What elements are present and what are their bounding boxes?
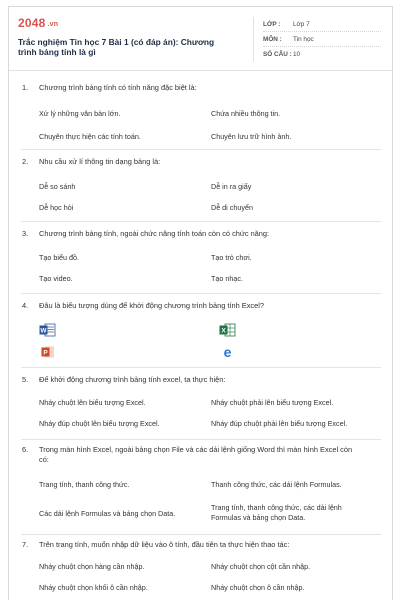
- question-number: 3.: [22, 229, 29, 238]
- option-d[interactable]: Trang tính, thanh công thức, các dải lệnh Formulas và bảng chọn Data.: [211, 503, 342, 522]
- option-a[interactable]: Xử lý những văn bản lớn.: [39, 109, 121, 118]
- powerpoint-icon[interactable]: [41, 345, 55, 359]
- quiz-meta: [253, 17, 381, 62]
- meta-subject: MÔN : Tin học: [263, 32, 381, 47]
- option-c[interactable]: Tạo video.: [39, 274, 73, 283]
- question-text: Đâu là biểu tượng dùng để khởi động chương trình bảng tính Excel?: [39, 301, 264, 310]
- option-c[interactable]: Dễ học hỏi: [39, 203, 74, 212]
- question-text: Trong màn hình Excel, ngoài bảng chọn File và các dải lệnh giống Word thì màn hình Excel còn có:: [39, 445, 353, 464]
- question-number: 6.: [22, 445, 29, 454]
- option-a[interactable]: Dễ so sánh: [39, 182, 76, 191]
- quiz-page: [8, 6, 393, 600]
- option-d[interactable]: Nháy chuột chọn ô cần nhập.: [211, 583, 305, 592]
- option-a[interactable]: Nháy chuột lên biểu tượng Excel.: [39, 398, 146, 407]
- option-c[interactable]: Chuyên thực hiện các tính toán.: [39, 132, 141, 141]
- option-b[interactable]: Nháy chuột chọn cột cần nhập.: [211, 562, 311, 571]
- option-c[interactable]: Nháy chuột chọn khối ô cần nhập.: [39, 583, 148, 592]
- option-b[interactable]: Chứa nhiều thông tin.: [211, 109, 281, 118]
- option-a[interactable]: Tạo biểu đồ.: [39, 253, 79, 262]
- divider: [21, 439, 381, 440]
- question-text: Chương trình bảng tính có tính năng đặc biệt là:: [39, 83, 197, 92]
- edge-icon[interactable]: [221, 345, 234, 359]
- question-number: 2.: [22, 157, 29, 166]
- divider: [21, 367, 381, 368]
- question-number: 5.: [22, 375, 29, 384]
- meta-question-count: SỐ CÂU : 10: [263, 51, 301, 58]
- svg-text:X: X: [221, 327, 226, 335]
- divider: [21, 534, 381, 535]
- word-icon[interactable]: [39, 323, 56, 337]
- option-d[interactable]: Dễ di chuyển: [211, 203, 253, 212]
- option-d[interactable]: Tạo nhạc.: [211, 274, 243, 283]
- option-b[interactable]: Thanh công thức, các dải lệnh Formulas.: [211, 480, 342, 489]
- option-b[interactable]: Tạo trò chơi.: [211, 253, 252, 262]
- option-a[interactable]: Trang tính, thanh công thức.: [39, 480, 130, 489]
- option-c[interactable]: Các dải lệnh Formulas và bảng chọn Data.: [39, 509, 176, 518]
- option-d[interactable]: Chuyên lưu trữ hình ảnh.: [211, 132, 292, 141]
- option-b[interactable]: Nháy chuột phải lên biểu tượng Excel.: [211, 398, 334, 407]
- question-text: Nhu cầu xử lí thông tin dạng bảng là:: [39, 157, 161, 166]
- quiz-header: [9, 7, 392, 71]
- option-b[interactable]: Dễ in ra giấy: [211, 182, 252, 191]
- question-text: Để khởi động chương trình bảng tính excel, ta thực hiện:: [39, 375, 226, 384]
- divider: [21, 293, 381, 294]
- meta-class: LỚP : Lớp 7: [263, 17, 381, 32]
- option-c[interactable]: Nháy đúp chuột lên biểu tượng Excel.: [39, 419, 160, 428]
- question-text: Chương trình bảng tính, ngoài chức năng tính toán còn có chức năng:: [39, 229, 270, 238]
- question-text: Trên trang tính, muốn nhập dữ liệu vào ô tính, đầu tiên ta thực hiện thao tác:: [39, 540, 290, 549]
- divider: [21, 149, 381, 150]
- question-number: 4.: [22, 301, 29, 310]
- svg-text:P: P: [43, 349, 48, 357]
- question-number: 7.: [22, 540, 29, 549]
- option-a[interactable]: Nháy chuột chọn hàng cần nhập.: [39, 562, 145, 571]
- option-d[interactable]: Nháy đúp chuột phải lên biểu tượng Excel.: [211, 419, 348, 428]
- svg-text:e: e: [223, 345, 232, 359]
- question-number: 1.: [22, 83, 29, 92]
- excel-icon[interactable]: [219, 323, 236, 337]
- site-logo[interactable]: 2048 .vn: [18, 16, 59, 30]
- quiz-title: Trắc nghiệm Tin học 7 Bài 1 (có đáp án): Chương trình bảng tính là gì: [18, 37, 215, 57]
- divider: [21, 221, 381, 222]
- svg-text:W: W: [40, 327, 47, 335]
